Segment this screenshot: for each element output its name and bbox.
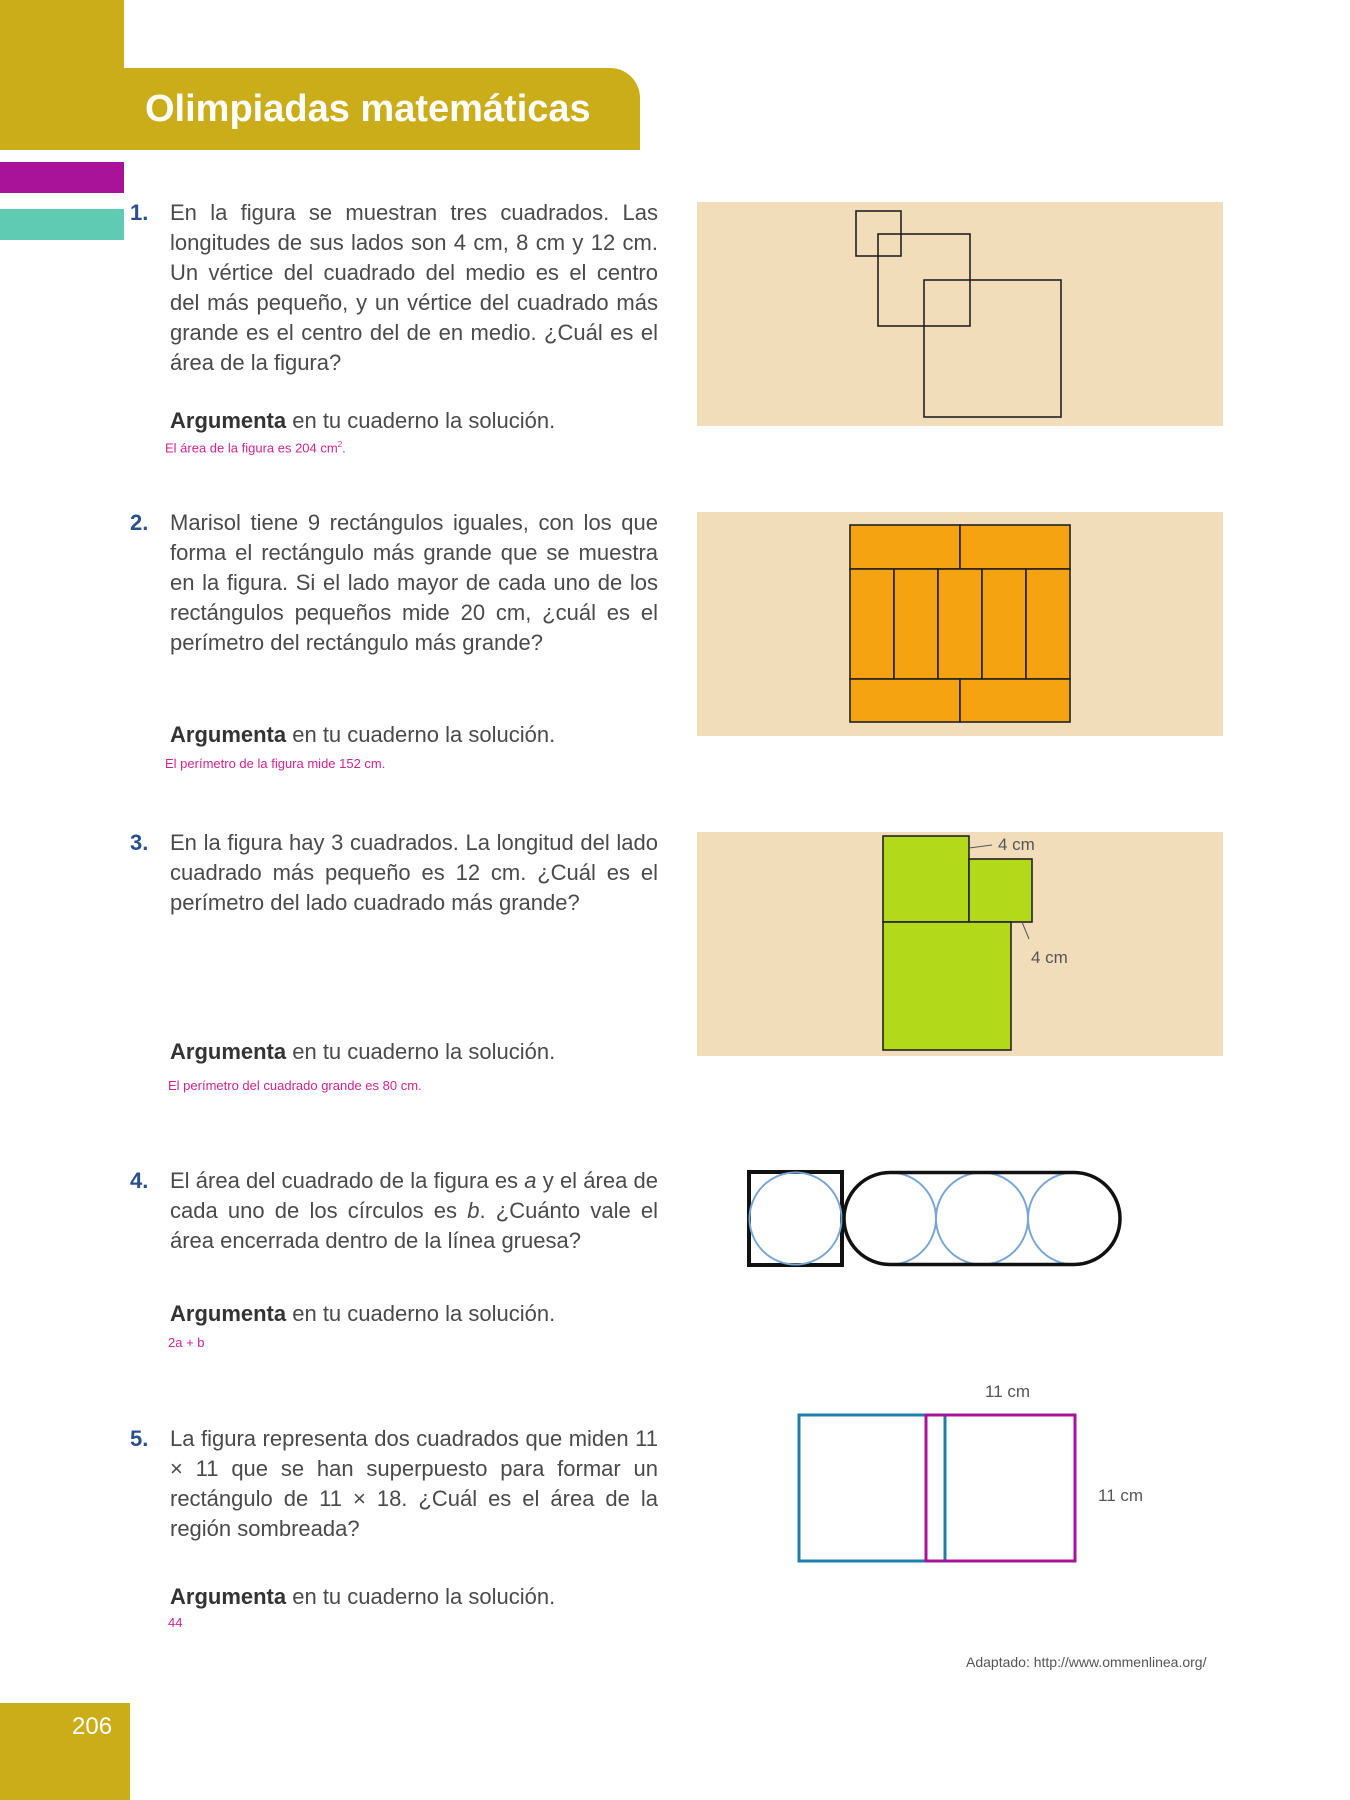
- rect-vertical-3: [938, 569, 982, 679]
- problem-5-label-side: 11 cm: [1098, 1486, 1144, 1505]
- problem-5-answer: 44: [168, 1615, 183, 1630]
- problem-3-argue: Argumenta en tu cuaderno la solución.: [170, 1039, 556, 1064]
- circle-2: [936, 1173, 1028, 1265]
- label-leader-top: [969, 845, 992, 848]
- rect-vertical-2: [894, 569, 938, 679]
- rect-vertical-5: [1026, 569, 1070, 679]
- blue-square: [799, 1415, 945, 1561]
- problem-2-answer: El perímetro de la figura mide 152 cm.: [165, 756, 386, 771]
- problem-3-answer: El perímetro del cuadrado grande es 80 cm.: [168, 1078, 422, 1093]
- problem-3-text: En la figura hay 3 cuadrados. La longitud del lado cuadrado más pequeño es 12 cm. ¿Cuál es el perímetro del lado cuadrado más grande?: [170, 830, 658, 915]
- magenta-bar: [0, 162, 124, 193]
- problem-1-answer: El área de la figura es 204 $cm^2$.: [165, 440, 346, 456]
- rect-vertical-4: [982, 569, 1026, 679]
- problem-3-label-side: 4 cm: [1031, 948, 1068, 967]
- problem-3-label-top: 4 cm: [998, 835, 1035, 854]
- rect-vertical-1: [850, 569, 894, 679]
- problem-4-number: 4.: [130, 1168, 149, 1193]
- problem-1-text: En la figura se muestran tres cuadrados. Las longitudes de sus lados son 4 cm, 8 cm y 12 cm. Un vértice del cuadrado del medio es el centro del más pequeño, y un vértice del cuadrado más grande es el centro del de en medio. ¿Cuál es el área de la figura?: [170, 200, 658, 375]
- problem-5-text: La figura representa dos cuadrados que miden 11 × 11 que se han superpuesto para formar un rectángulo de 11 × 18. ¿Cuál es el área de la región sombreada?: [170, 1426, 658, 1541]
- problem-3-figure: [697, 832, 1223, 1056]
- problem-2-number: 2.: [130, 510, 149, 535]
- page-number: 206: [72, 1713, 113, 1740]
- medium-green-square: [883, 836, 969, 922]
- problem-5-figure: [790, 1410, 1090, 1570]
- problem-1-number: 1.: [130, 200, 149, 225]
- problem-4-figure: [740, 1165, 1180, 1275]
- magenta-square: [926, 1415, 1075, 1561]
- problem-3-number: 3.: [130, 830, 149, 855]
- source-credit: Adaptado: http://www.ommenlinea.org/: [966, 1654, 1207, 1670]
- large-square: [924, 280, 1061, 417]
- problem-4-text: El área del cuadrado de la figura es a y el área de cada uno de los círculos es b. ¿Cuánto vale el área encerrada dentro de la línea gruesa?: [170, 1168, 659, 1253]
- problem-2-figure: [697, 512, 1223, 736]
- problem-4-argue: Argumenta en tu cuaderno la solución.: [170, 1301, 556, 1326]
- problem-2-argue: Argumenta en tu cuaderno la solución.: [170, 722, 556, 747]
- problem-2-text: Marisol tiene 9 rectángulos iguales, con los que forma el rectángulo más grande que se muestra en la figura. Si el lado mayor de cada uno de los rectángulos pequeños mide 20 cm, ¿cuál es el perímetro del rectángulo más grande?: [170, 510, 658, 655]
- small-green-square: [969, 859, 1032, 922]
- problem-5-label-top: 11 cm: [985, 1382, 1031, 1401]
- rect-top-left: [850, 525, 960, 569]
- large-green-square: [883, 922, 1011, 1050]
- problem-5-argue: Argumenta en tu cuaderno la solución.: [170, 1584, 556, 1609]
- problem-5-number: 5.: [130, 1426, 149, 1451]
- label-leader-side: [1022, 922, 1029, 939]
- rect-bottom-left: [850, 679, 960, 722]
- page-title: Olimpiadas matemáticas: [145, 88, 591, 130]
- rect-bottom-right: [960, 679, 1070, 722]
- problem-1-argue: Argumenta en tu cuaderno la solución.: [170, 408, 556, 433]
- teal-bar: [0, 209, 124, 240]
- rect-top-right: [960, 525, 1070, 569]
- problem-4-answer: 2a + b: [168, 1335, 205, 1350]
- problem-1-figure: [697, 202, 1223, 426]
- circle-in-square: [750, 1173, 842, 1265]
- thick-outline: [844, 1173, 1120, 1265]
